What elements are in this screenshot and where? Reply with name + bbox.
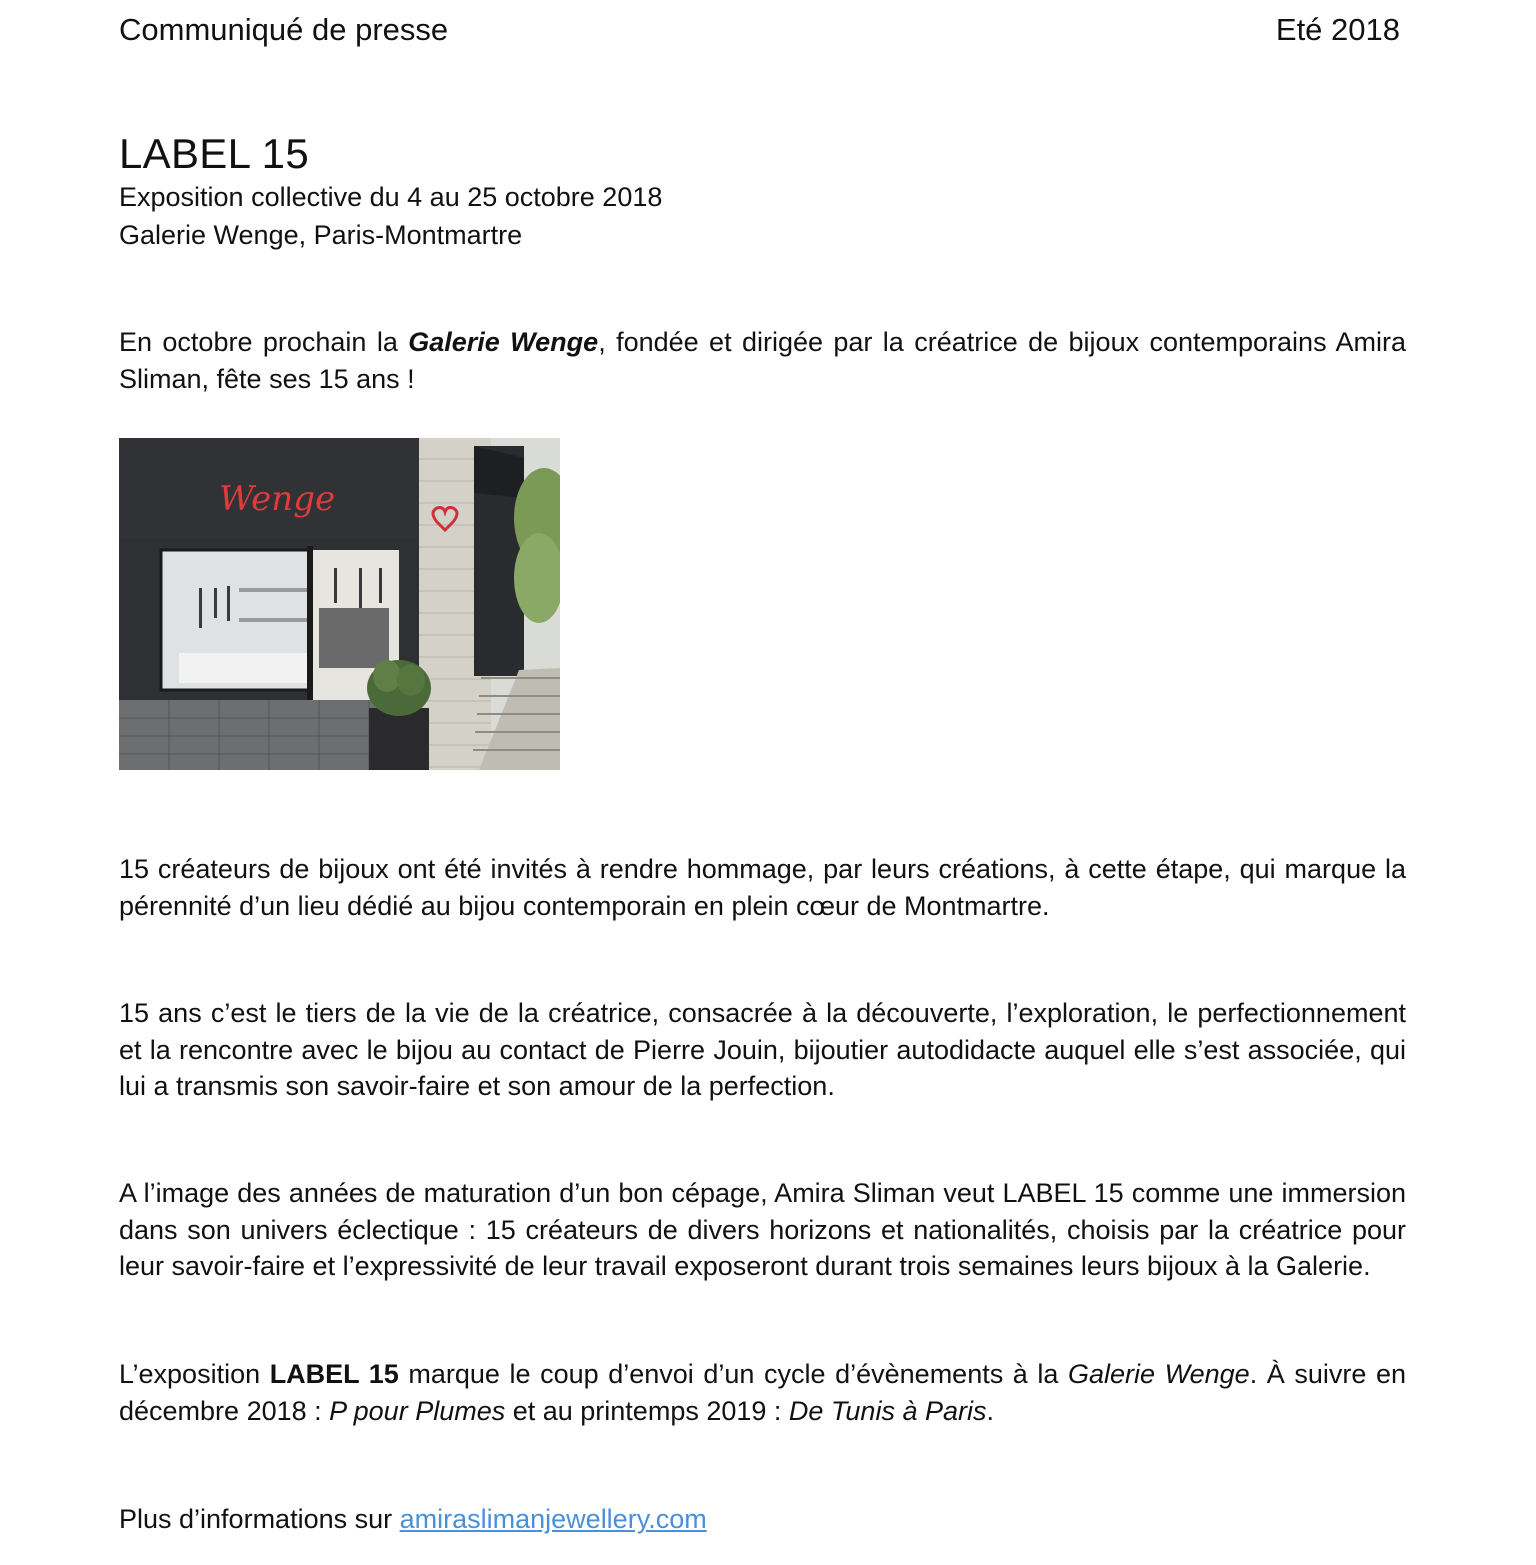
page-title: LABEL 15 bbox=[119, 130, 309, 177]
exhibition-venue: Galerie Wenge, Paris-Montmartre bbox=[119, 220, 523, 250]
events-text-3: . À suivre en décembre 2018 : bbox=[119, 1359, 1406, 1426]
gallery-name: Galerie Wenge bbox=[408, 327, 599, 357]
website-link[interactable]: amiraslimanjewellery.com bbox=[399, 1504, 707, 1534]
footer-text: Plus d’informations sur bbox=[119, 1504, 400, 1534]
gallery-name-italic: Galerie Wenge bbox=[1068, 1359, 1250, 1389]
doc-type: Communiqué de presse bbox=[119, 12, 449, 47]
event-tunis-paris: De Tunis à Paris bbox=[788, 1395, 987, 1426]
title-block bbox=[119, 130, 662, 254]
season-date: Eté 2018 bbox=[1275, 12, 1400, 47]
events-text-4: et au printemps 2019 : bbox=[505, 1395, 789, 1426]
events-text-1: L’exposition bbox=[119, 1359, 270, 1389]
wenge-sign: Wenge bbox=[219, 479, 336, 519]
storefront-photo bbox=[119, 438, 560, 770]
header bbox=[119, 10, 1406, 50]
event-plumes: P pour Plumes bbox=[329, 1395, 506, 1426]
events-text-5: . bbox=[986, 1395, 994, 1426]
paragraph-events bbox=[119, 1356, 1406, 1429]
events-text-2: marque le coup d’envoi d’un cycle d’évènements à la bbox=[398, 1359, 1068, 1389]
intro-text-1: En octobre prochain la bbox=[119, 327, 409, 357]
intro-paragraph bbox=[119, 324, 1406, 397]
exhibition-dates: Exposition collective du 4 au 25 octobre 2018 bbox=[119, 182, 663, 212]
label-15-bold: LABEL 15 bbox=[269, 1359, 399, 1389]
paragraph-concept: A l’image des années de maturation d’un bon cépage, Amira Sliman veut LABEL 15 comme une immersion dans son univers éclectique : 15 créateurs de divers horizons et nationalités, choisis par la créatrice pour leur savoir-faire et l’expressivité de leur travail exposeront durant trois semaines leurs bijoux à la Galerie. bbox=[119, 1178, 1406, 1281]
intro-text-2: , fondée et dirigée par la créatrice de bijoux contemporains Amira Sliman, fête ses 15 ans ! bbox=[119, 327, 1406, 394]
paragraph-tribute: 15 créateurs de bijoux ont été invités à rendre hommage, par leurs créations, à cette étape, qui marque la pérennité d’un lieu dédié au bijou contemporain en plein cœur de Montmartre. bbox=[119, 854, 1406, 921]
paragraph-history: 15 ans c’est le tiers de la vie de la créatrice, consacrée à la découverte, l’exploration, le perfectionnement et la rencontre avec le bijou au contact de Pierre Jouin, bijoutier autodidacte auquel elle s’est associée, qui lui a transmis son savoir-faire et son amour de la perfection. bbox=[119, 998, 1406, 1101]
footer-info bbox=[119, 1501, 1406, 1538]
